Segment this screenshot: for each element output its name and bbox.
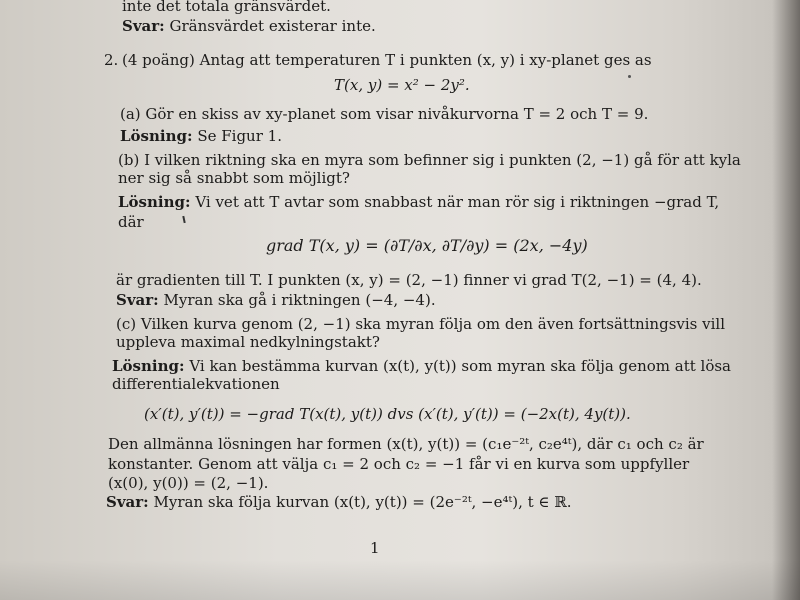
differential-equation: (x′(t), y′(t)) = −grad T(x(t), y(t)) dvs (x′(t), y′(t)) = (−2x(t), 4y(t)). <box>144 405 631 423</box>
right-edge-shadow <box>772 0 800 600</box>
part-b-text-2: där <box>118 213 144 231</box>
part-a-solution <box>120 126 282 146</box>
gradient-formula: grad T(x, y) = (∂T/∂x, ∂T/∂y) = (2x, −4y) <box>266 236 588 255</box>
part-c-text-1: Vi kan bestämma kurvan (x(t), y(t)) som myran ska följa genom att lösa <box>189 357 731 375</box>
bottom-shadow <box>0 560 800 600</box>
part-b-svar-text: Myran ska gå i riktningen (−4, −4). <box>163 291 436 309</box>
part-b-label: Lösning: <box>118 193 191 211</box>
part-a-question: (a) Gör en skiss av xy-planet som visar nivåkurvorna T = 2 och T = 9. <box>120 105 649 123</box>
problem-intro: (4 poäng) Antag att temperaturen T i punkten (x, y) i xy-planet ges as <box>122 51 652 69</box>
problem-number: 2. <box>104 51 119 69</box>
part-c-svar-label: Svar: <box>106 493 149 511</box>
pen-mark <box>182 216 185 223</box>
part-b-question-2: ner sig så snabbt som möjligt? <box>118 169 350 187</box>
part-a-answer: Se Figur 1. <box>197 127 282 145</box>
part-b-solution <box>118 192 719 212</box>
part-b-question-1: (b) I vilken riktning ska en myra som befinner sig i punkten (2, −1) gå för att kyla <box>118 151 741 169</box>
part-b-svar-label: Svar: <box>116 291 159 309</box>
part-c-text-5: (x(0), y(0)) = (2, −1). <box>108 474 269 492</box>
paper-speck <box>628 75 631 78</box>
previous-svar-text: Gränsvärdet existerar inte. <box>169 17 376 35</box>
previous-problem-line: inte det totala gränsvärdet. <box>122 0 331 15</box>
previous-answer <box>122 16 376 36</box>
part-b-text-3: är gradienten till T. I punkten (x, y) = (2, −1) finner vi grad T(2, −1) = (4, 4). <box>116 271 702 289</box>
previous-svar-label: Svar: <box>122 17 165 35</box>
part-c-text-2: differentialekvationen <box>112 375 280 393</box>
part-c-text-3: Den allmänna lösningen har formen (x(t), y(t)) = (c₁e⁻²ᵗ, c₂e⁴ᵗ), där c₁ och c₂ är <box>108 435 704 453</box>
part-c-solution <box>112 356 731 376</box>
part-b-answer <box>116 290 436 310</box>
part-c-question-1: (c) Vilken kurva genom (2, −1) ska myran följa om den även fortsättningsvis vill <box>116 315 725 333</box>
part-c-text-4: konstanter. Genom att välja c₁ = 2 och c₂ = −1 får vi en kurva som uppfyller <box>108 455 690 473</box>
part-c-question-2: uppleva maximal nedkylningstakt? <box>116 333 380 351</box>
part-c-svar-text: Myran ska följa kurvan (x(t), y(t)) = (2e⁻²ᵗ, −e⁴ᵗ), t ∈ ℝ. <box>153 493 572 511</box>
part-a-label: Lösning: <box>120 127 193 145</box>
part-b-text-1: Vi vet att T avtar som snabbast när man rör sig i riktningen −grad T, <box>195 193 720 211</box>
page-number: 1 <box>370 539 380 557</box>
part-c-answer <box>106 492 572 512</box>
part-c-label: Lösning: <box>112 357 185 375</box>
temperature-formula: T(x, y) = x² − 2y². <box>334 76 470 94</box>
